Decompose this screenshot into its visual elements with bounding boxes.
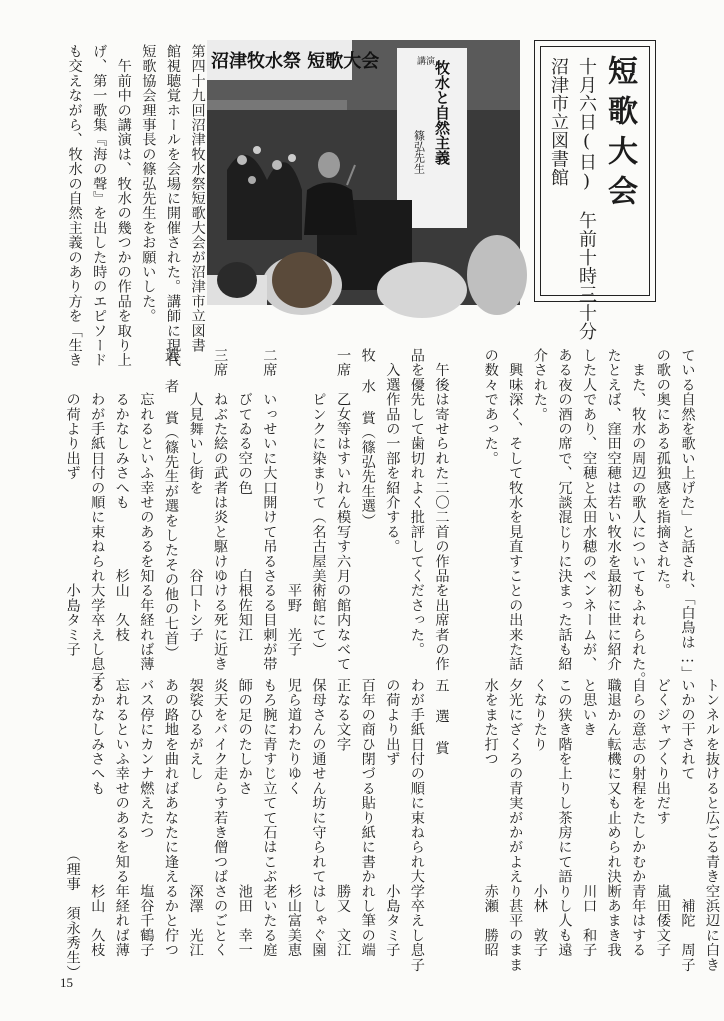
event-venue: 沼津市立図書館: [548, 57, 569, 187]
award-poems-section: トンネルを抜けると広ごる青き空浜辺に白き いかの干されて 補陀 周子 どくジャブくり出だす 嵐田倭文子 自らの意志の射程をたしかむか青年はする 職退かん転機に又も止められ決断あまき我 と思いき 川口 和子 この狭き階を上りし茶房にて語りし人も遠 くなりたり 小林 敦子 夕光にざくろの青実がかがよえり甚平のまま 水をまた打つ 赤瀬 勝昭 五 選 賞 わが手紙日付の順に束ねられ大学卒えし息子 の荷より出ず 小島タミ子 百年の商ひ閉づる貼り紙に書かれし筆の端 正なる文字 勝又 文江 保母さんの通せん坊に守られてはしゃぐ園 児ら道わたりゆく 杉山富美恵 もろ腕に青すじ立てて石はこぶ老いたる庭 師の足のたしかさ 池田 幸一 炎天をバイク走らす若き僧つばさのごとく 袈裟ひるがえし 深澤 光江 あの路地を曲ればあなたに逢えるかと佇つ バス停にカンナ燃えたつ 塩谷千鶴子 忘れるといふ幸せのあるを知る年経れば薄 るかなしみさへも 杉山 久枝 （理事 須永秀生）: [64, 678, 721, 980]
photo-sign-title: 牧水と自然主義: [433, 60, 451, 165]
article-middle-section: ている自然を歌い上げた」と話され、「白鳥は…」 の歌の奥にある孤独感を指摘された。 また、牧水の周辺の歌人についてもふれられた。 たとえば、窪田空穂は若い牧水を最初に世に紹介 した人であり、空穂と太田水穂のペンネームが、 ある夜の酒の席で、冗談混じりに決まった話も紹 介された。 興味深く、そして牧水を見直すことの出来た話 の数々であった。 午後は寄せられた二〇二首の作品を出席者の作 品を優先して歯切れよく批評してくださった。 入選作品の一部を紹介する。 牧 水 賞（篠弘先生選） 一席 乙女等はすいれん模写す六月の館内なべて ピンクに染まりて（名古屋美術館にて） 平野 光子 二席 いっせいに大口開けて吊るさるる目刺が帯 びてゐる空の色 白根佐知江 三席 ねぶた絵の武者は炎と駆けゆける死に近き 人見舞いし街を 谷口トシ子 選 者 賞（篠先生が選をしたその他の七首） 忘れるといふ幸せのあるを知る年経れば薄 るかなしみさへも 杉山 久枝 わが手紙日付の順に束ねられ大学卒えし息子 の荷より出ず 小島タミ子: [64, 348, 696, 687]
event-title: 短歌大会: [602, 55, 637, 215]
lecture-photo-image: [207, 40, 520, 305]
event-date: 十月六日(日) 午前十時三十分: [576, 57, 597, 341]
page-number: 15: [60, 975, 73, 990]
event-title-box: [534, 40, 656, 341]
event-photo: [207, 40, 520, 305]
photo-sign-speaker: 篠弘先生: [412, 130, 426, 174]
article-intro: 第四十九回沼津牧水祭短歌大会が沼津市立図書 館視聴覚ホールを会場に開催された。講師に現代 短歌協会理事長の篠弘先生をお願いした。 午前中の講演は、牧水の幾つかの作品を取り上 げ、第一歌集『海の聲』を出した時のエピソード も交えながら、牧水の自然主義のあり方を「生き: [66, 44, 206, 368]
photo-sign-label: 講演: [417, 57, 436, 67]
photo-banner-text: 沼津牧水祭 短歌大会: [211, 51, 380, 72]
